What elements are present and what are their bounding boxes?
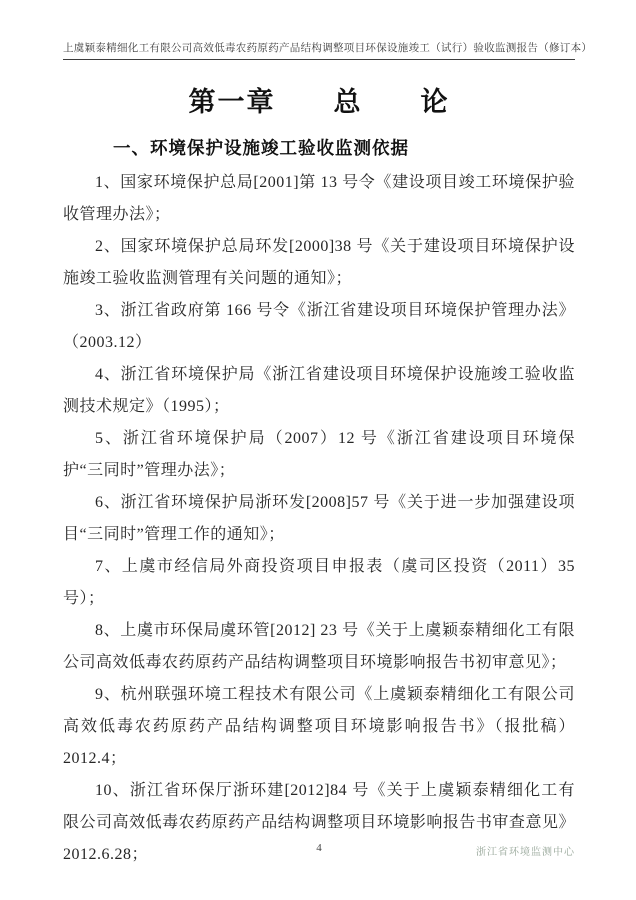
list-item-4: 4、浙江省环境保护局《浙江省建设项目环境保护设施竣工验收监测技术规定》（1995）； — [63, 366, 575, 415]
chapter-title: 第一章 总 论 — [188, 87, 450, 117]
list-item-10: 10、浙江省环保厅浙环建[2012]84 号《关于上虞颖泰精细化工有限公司高效低毒农药原药产品结构调整项目环境影响报告书审查意见》2012.6.28； — [63, 782, 575, 863]
page-number: 4 — [316, 842, 322, 854]
list-item-8: 8、上虞市环保局虞环管[2012] 23 号《关于上虞颖泰精细化工有限公司高效低毒农药原药产品结构调整项目环境影响报告书初审意见》； — [63, 622, 575, 671]
list-item-9: 9、杭州联强环境工程技术有限公司《上虞颖泰精细化工有限公司高效低毒农药原药产品结构调整项目环境影响报告书》（报批稿）2012.4； — [63, 686, 575, 767]
list-item-5: 5、浙江省环境保护局（2007）12 号《浙江省建设项目环境保护“三同时”管理办法》； — [63, 430, 575, 479]
page-header — [63, 0, 593, 60]
body-text — [63, 167, 575, 871]
list-item-1: 1、国家环境保护总局[2001]第 13 号令《建设项目竣工环境保护验收管理办法》； — [63, 174, 575, 223]
list-item-7: 7、上虞市经信局外商投资项目申报表（虞司区投资（2011）35 号）； — [63, 558, 575, 607]
list-item-3: 3、浙江省政府第 166 号令《浙江省建设项目环境保护管理办法》（2003.12） — [63, 302, 575, 351]
list-item-6: 6、浙江省环境保护局浙环发[2008]57 号《关于进一步加强建设项目“三同时”管理工作的通知》； — [63, 494, 575, 543]
header-title-text: 上虞颖泰精细化工有限公司高效低毒农药原药产品结构调整项目环保设施竣工（试行）验收监测报告（修订本） — [63, 43, 593, 54]
list-item-2: 2、国家环境保护总局环发[2000]38 号《关于建设项目环境保护设施竣工验收监测管理有关问题的通知》； — [63, 238, 575, 287]
section-heading: 一、环境保护设施竣工验收监测依据 — [113, 138, 409, 158]
footer-organization: 浙江省环境监测中心 — [476, 847, 575, 858]
page-footer — [63, 842, 575, 858]
